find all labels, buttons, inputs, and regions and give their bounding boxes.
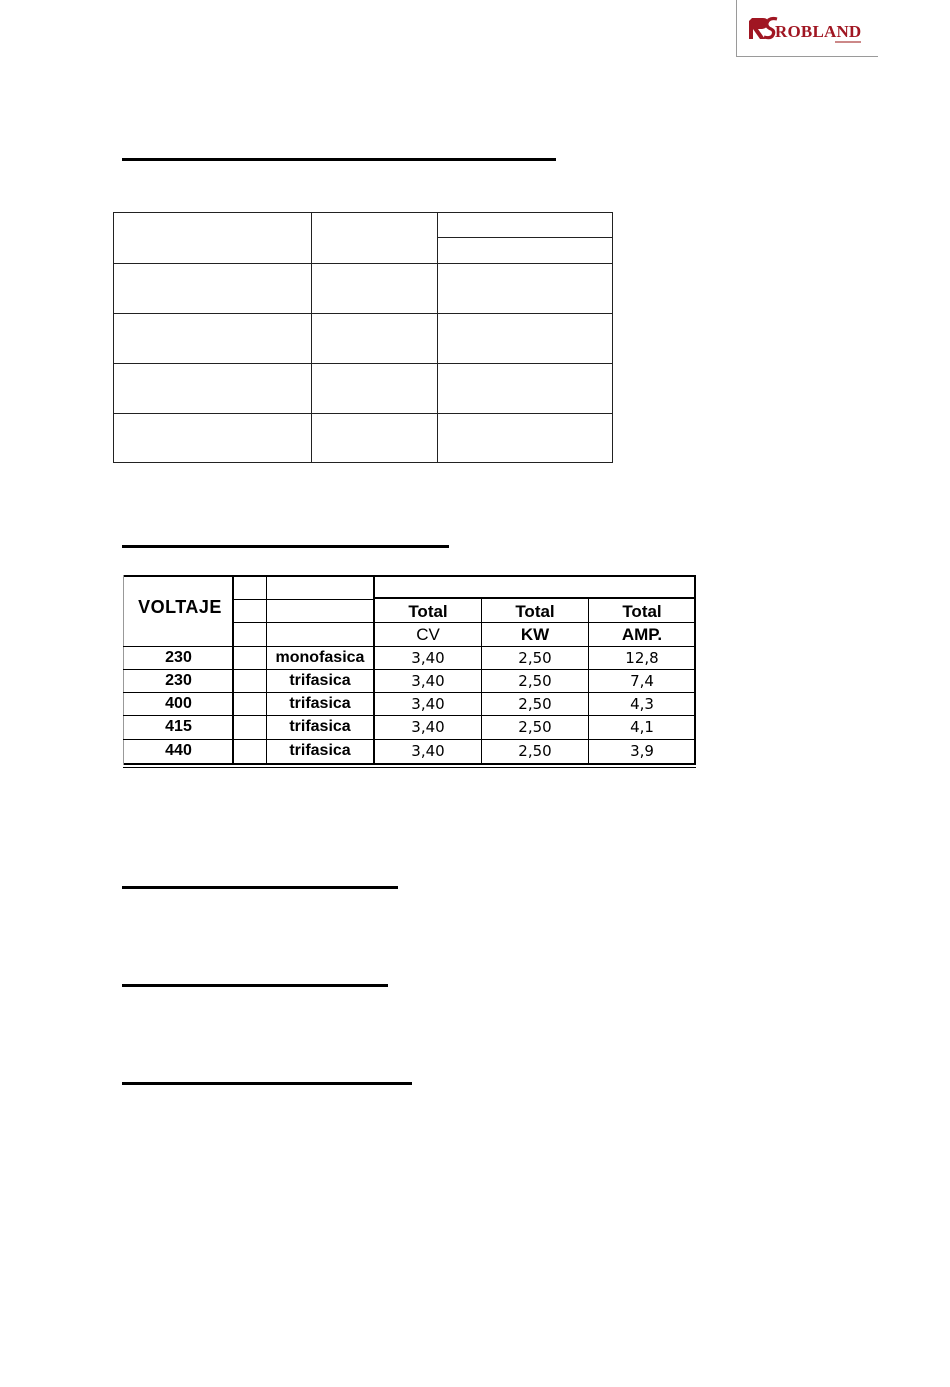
row-kw: 2,50: [518, 742, 552, 760]
row-voltage: 400: [165, 695, 192, 712]
section-heading-rule: [122, 984, 388, 987]
row-amp: 3,9: [630, 742, 654, 760]
row-cv: 3,40: [411, 672, 445, 690]
row-amp: 7,4: [630, 672, 654, 690]
row-voltage: 415: [165, 718, 192, 735]
row-cv: 3,40: [411, 742, 445, 760]
section-heading-rule: [122, 886, 398, 889]
row-cv: 3,40: [411, 718, 445, 736]
voltage-column-header: VOLTAJE: [138, 597, 222, 617]
row-kw: 2,50: [518, 672, 552, 690]
row-cv: 3,40: [411, 649, 445, 667]
row-phase: trifasica: [289, 672, 351, 689]
row-kw: 2,50: [518, 718, 552, 736]
cv-header-line2: CV: [416, 625, 440, 644]
row-phase: trifasica: [289, 695, 351, 712]
kw-header-line2: KW: [520, 625, 550, 644]
row-amp: 12,8: [625, 649, 659, 667]
brand-name: ROBLAND: [775, 22, 862, 41]
row-voltage: 440: [165, 742, 192, 759]
row-voltage: 230: [165, 672, 192, 689]
cv-header-line1: Total: [408, 602, 448, 621]
row-voltage: 230: [165, 649, 192, 666]
section-heading-rule: [122, 1082, 412, 1085]
section-heading-rule: [122, 545, 449, 548]
brand-underline: [835, 41, 861, 43]
amp-header-line2: AMP.: [621, 625, 663, 644]
row-cv: 3,40: [411, 695, 445, 713]
row-kw: 2,50: [518, 649, 552, 667]
header-logo: [736, 0, 878, 57]
row-phase: trifasica: [289, 742, 351, 759]
electrical-table: [121, 575, 697, 769]
amp-header-line1: Total: [622, 602, 662, 621]
row-kw: 2,50: [518, 695, 552, 713]
row-amp: 4,3: [630, 695, 654, 713]
row-amp: 4,1: [630, 718, 654, 736]
dimensions-table: [113, 212, 613, 463]
row-phase: monofasica: [275, 649, 365, 666]
row-phase: trifasica: [289, 718, 351, 735]
section-heading-rule: [122, 158, 556, 161]
kw-header-line1: Total: [515, 602, 555, 621]
